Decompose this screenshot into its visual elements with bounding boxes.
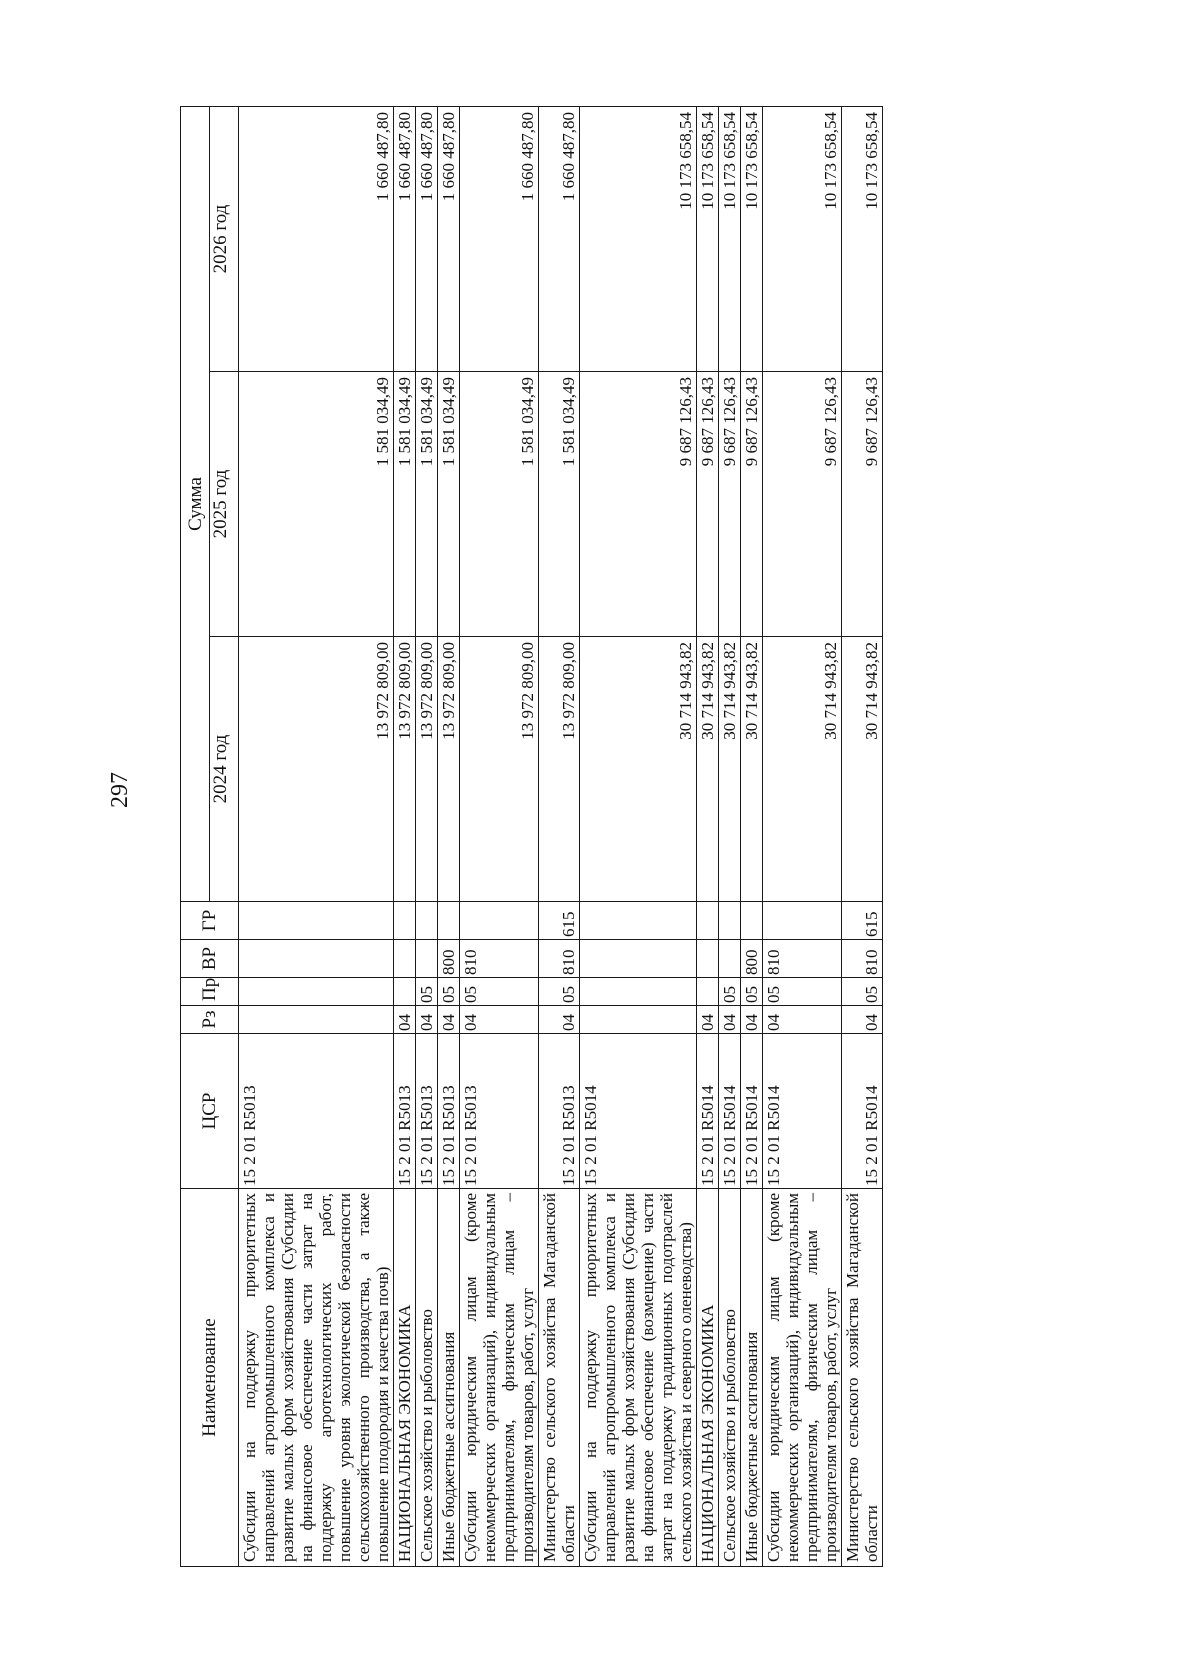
cell-name: Субсидии на поддержку приоритетных направлений агропромышленного комплекса и развитие малых форм хозяйствования (Субсидии на финансовое обеспечение (возмещение) части затрат на поддержку традиционных подотраслей сельского хозяйства и северного оленеводства) <box>580 1189 697 1567</box>
cell-csr: 15 2 01 R5014 <box>719 1034 741 1189</box>
cell-rz: 04 <box>539 1006 580 1034</box>
cell-csr: 15 2 01 R5014 <box>763 1034 842 1189</box>
cell-csr: 15 2 01 R5013 <box>460 1034 539 1189</box>
cell-2025: 9 687 126,43 <box>697 372 719 637</box>
cell-2024: 13 972 809,00 <box>239 637 394 902</box>
cell-2025: 9 687 126,43 <box>741 372 763 637</box>
cell-vr <box>580 940 697 978</box>
cell-pr: 05 <box>741 978 763 1006</box>
cell-pr: 05 <box>460 978 539 1006</box>
rotated-table-frame <box>180 107 1040 1567</box>
cell-csr: 15 2 01 R5014 <box>580 1034 697 1189</box>
table-row <box>741 107 763 1567</box>
cell-vr: 810 <box>763 940 842 978</box>
cell-pr: 05 <box>438 978 460 1006</box>
cell-pr: 05 <box>416 978 438 1006</box>
page-number: 297 <box>107 772 133 808</box>
cell-2026: 10 173 658,54 <box>842 107 883 372</box>
cell-rz: 04 <box>842 1006 883 1034</box>
cell-gr <box>438 902 460 940</box>
cell-name: Сельское хозяйство и рыболовство <box>416 1189 438 1567</box>
cell-rz: 04 <box>697 1006 719 1034</box>
table-row <box>239 107 394 1567</box>
header-csr: ЦСР <box>181 1034 239 1189</box>
cell-gr <box>580 902 697 940</box>
cell-2025: 9 687 126,43 <box>763 372 842 637</box>
cell-2026: 1 660 487,80 <box>438 107 460 372</box>
cell-2024: 30 714 943,82 <box>719 637 741 902</box>
cell-name: Сельское хозяйство и рыболовство <box>719 1189 741 1567</box>
cell-vr <box>239 940 394 978</box>
table-row <box>438 107 460 1567</box>
cell-rz: 04 <box>460 1006 539 1034</box>
cell-2026: 1 660 487,80 <box>460 107 539 372</box>
cell-2026: 10 173 658,54 <box>741 107 763 372</box>
cell-2024: 13 972 809,00 <box>416 637 438 902</box>
cell-name: Министерство сельского хозяйства Магаданской области <box>842 1189 883 1567</box>
cell-rz: 04 <box>438 1006 460 1034</box>
cell-gr <box>416 902 438 940</box>
header-row-1 <box>181 107 210 1567</box>
cell-rz: 04 <box>719 1006 741 1034</box>
cell-gr <box>741 902 763 940</box>
cell-vr <box>416 940 438 978</box>
table-row <box>763 107 842 1567</box>
cell-2026: 1 660 487,80 <box>416 107 438 372</box>
cell-pr <box>580 978 697 1006</box>
cell-rz <box>580 1006 697 1034</box>
cell-2025: 1 581 034,49 <box>460 372 539 637</box>
cell-rz: 04 <box>763 1006 842 1034</box>
cell-name: НАЦИОНАЛЬНАЯ ЭКОНОМИКА <box>697 1189 719 1567</box>
header-name: Наименование <box>181 1189 239 1567</box>
cell-vr: 810 <box>842 940 883 978</box>
cell-2026: 1 660 487,80 <box>239 107 394 372</box>
cell-2024: 30 714 943,82 <box>741 637 763 902</box>
table-row <box>416 107 438 1567</box>
cell-2026: 10 173 658,54 <box>763 107 842 372</box>
cell-2024: 13 972 809,00 <box>539 637 580 902</box>
cell-vr: 800 <box>438 940 460 978</box>
cell-rz: 04 <box>741 1006 763 1034</box>
cell-2025: 9 687 126,43 <box>719 372 741 637</box>
cell-csr: 15 2 01 R5013 <box>394 1034 416 1189</box>
cell-name: Министерство сельского хозяйства Магаданской области <box>539 1189 580 1567</box>
cell-2025: 1 581 034,49 <box>416 372 438 637</box>
cell-vr: 800 <box>741 940 763 978</box>
cell-csr: 15 2 01 R5013 <box>539 1034 580 1189</box>
cell-2025: 1 581 034,49 <box>438 372 460 637</box>
cell-2024: 13 972 809,00 <box>438 637 460 902</box>
cell-2024: 30 714 943,82 <box>697 637 719 902</box>
cell-2026: 1 660 487,80 <box>539 107 580 372</box>
header-year-2025: 2025 год <box>210 372 239 637</box>
cell-gr <box>719 902 741 940</box>
cell-vr <box>394 940 416 978</box>
cell-2026: 10 173 658,54 <box>580 107 697 372</box>
cell-2024: 30 714 943,82 <box>580 637 697 902</box>
header-sum: Сумма <box>181 107 210 902</box>
cell-pr: 05 <box>842 978 883 1006</box>
cell-pr: 05 <box>719 978 741 1006</box>
header-year-2024: 2024 год <box>210 637 239 902</box>
cell-pr <box>239 978 394 1006</box>
cell-pr: 05 <box>539 978 580 1006</box>
cell-name: Иные бюджетные ассигнования <box>438 1189 460 1567</box>
cell-csr: 15 2 01 R5013 <box>438 1034 460 1189</box>
cell-vr: 810 <box>460 940 539 978</box>
table-row <box>697 107 719 1567</box>
cell-vr <box>697 940 719 978</box>
table-row <box>394 107 416 1567</box>
cell-gr: 615 <box>539 902 580 940</box>
cell-name: Субсидии юридическим лицам (кроме некоммерческих организаций), индивидуальным предпринимателям, физическим лицам – производителям товаров, работ, услуг <box>460 1189 539 1567</box>
cell-csr: 15 2 01 R5014 <box>697 1034 719 1189</box>
cell-vr: 810 <box>539 940 580 978</box>
cell-csr: 15 2 01 R5013 <box>416 1034 438 1189</box>
cell-pr <box>394 978 416 1006</box>
cell-gr <box>460 902 539 940</box>
cell-2026: 10 173 658,54 <box>697 107 719 372</box>
cell-2025: 9 687 126,43 <box>580 372 697 637</box>
cell-rz: 04 <box>416 1006 438 1034</box>
cell-gr <box>697 902 719 940</box>
header-rz: Рз <box>181 1006 239 1034</box>
table-row <box>842 107 883 1567</box>
cell-2026: 1 660 487,80 <box>394 107 416 372</box>
cell-2025: 1 581 034,49 <box>539 372 580 637</box>
cell-name: Субсидии на поддержку приоритетных направлений агропромышленного комплекса и развитие малых форм хозяйствования (Субсидии на финансовое обеспечение части затрат на поддержку агротехнологических работ, повышение уровня экологической безопасности сельскохозяйственного производства, а также повышение плодородия и качества почв) <box>239 1189 394 1567</box>
header-gr: ГР <box>181 902 239 940</box>
cell-gr: 615 <box>842 902 883 940</box>
cell-rz <box>239 1006 394 1034</box>
header-year-2026: 2026 год <box>210 107 239 372</box>
cell-gr <box>763 902 842 940</box>
header-pr: Пр <box>181 978 239 1006</box>
cell-name: НАЦИОНАЛЬНАЯ ЭКОНОМИКА <box>394 1189 416 1567</box>
cell-pr <box>697 978 719 1006</box>
cell-2026: 10 173 658,54 <box>719 107 741 372</box>
table-row <box>719 107 741 1567</box>
cell-csr: 15 2 01 R5013 <box>239 1034 394 1189</box>
table-row <box>580 107 697 1567</box>
cell-2024: 30 714 943,82 <box>763 637 842 902</box>
cell-csr: 15 2 01 R5014 <box>842 1034 883 1189</box>
budget-table <box>180 106 883 1567</box>
cell-2024: 30 714 943,82 <box>842 637 883 902</box>
cell-2024: 13 972 809,00 <box>460 637 539 902</box>
table-row <box>460 107 539 1567</box>
table-row <box>539 107 580 1567</box>
cell-gr <box>394 902 416 940</box>
cell-gr <box>239 902 394 940</box>
cell-pr: 05 <box>763 978 842 1006</box>
cell-2025: 1 581 034,49 <box>394 372 416 637</box>
cell-csr: 15 2 01 R5014 <box>741 1034 763 1189</box>
cell-name: Иные бюджетные ассигнования <box>741 1189 763 1567</box>
cell-2025: 1 581 034,49 <box>239 372 394 637</box>
cell-vr <box>719 940 741 978</box>
cell-2024: 13 972 809,00 <box>394 637 416 902</box>
cell-rz: 04 <box>394 1006 416 1034</box>
cell-name: Субсидии юридическим лицам (кроме некоммерческих организаций), индивидуальным предпринимателям, физическим лицам – производителям товаров, работ, услуг <box>763 1189 842 1567</box>
header-vr: ВР <box>181 940 239 978</box>
cell-2025: 9 687 126,43 <box>842 372 883 637</box>
